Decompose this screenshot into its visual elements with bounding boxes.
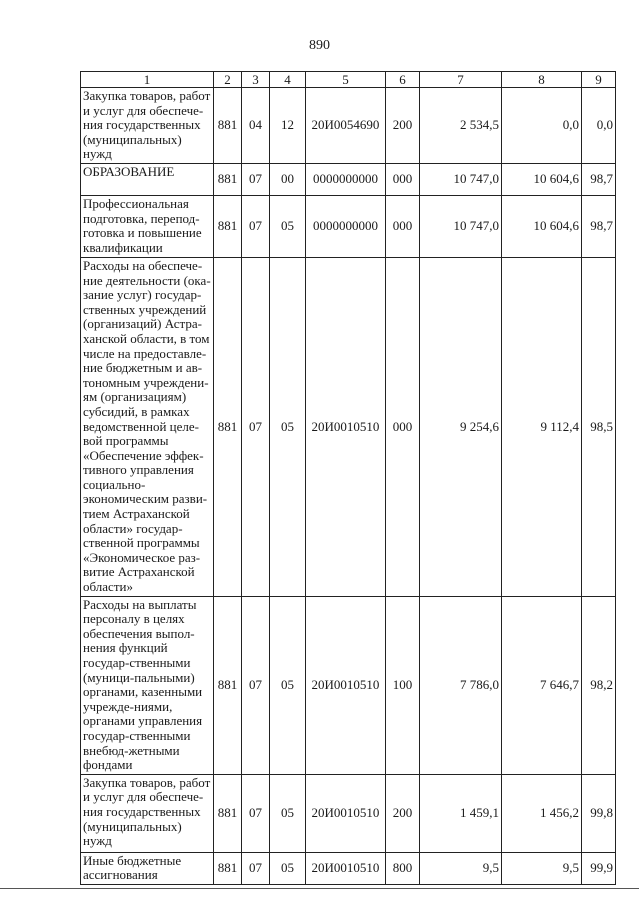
- cell-plan: 9 254,6: [420, 257, 502, 596]
- cell-section: 07: [242, 774, 270, 852]
- cell-ministry-code: 881: [214, 852, 242, 884]
- cell-expense-type: 200: [386, 88, 420, 164]
- cell-subsection: 12: [270, 88, 306, 164]
- cell-actual: 10 604,6: [502, 163, 582, 195]
- cell-expense-type: 100: [386, 596, 420, 774]
- cell-actual: 9 112,4: [502, 257, 582, 596]
- cell-subsection: 05: [270, 596, 306, 774]
- cell-section: 07: [242, 852, 270, 884]
- row-name: Расходы на обеспече-ние деятельности (ока-зание услуг) государ-ственных учреждений (организаций) Астра-ханской области, в том числе на предоставле-ние бюджетным и ав-тономным учреждени-ям (организациям) субсидий, в рамках ведомственной целе-вой программы «Обеспечение эффек-тивного управления социально-экономическим разви-тием Астраханской области» государ-ственной программы «Экономическое раз-витие Астраханской области»: [81, 257, 214, 596]
- cell-section: 07: [242, 257, 270, 596]
- budget-table: [80, 71, 616, 885]
- cell-ministry-code: 881: [214, 163, 242, 195]
- cell-section: 07: [242, 596, 270, 774]
- cell-ministry-code: 881: [214, 774, 242, 852]
- cell-plan: 10 747,0: [420, 163, 502, 195]
- cell-section: 07: [242, 163, 270, 195]
- row-name: Иные бюджетные ассигнования: [81, 852, 214, 884]
- cell-percent: 99,9: [582, 852, 616, 884]
- column-header: 9: [582, 72, 616, 88]
- cell-subsection: 05: [270, 257, 306, 596]
- column-header: 4: [270, 72, 306, 88]
- column-header: 7: [420, 72, 502, 88]
- cell-actual: 0,0: [502, 88, 582, 164]
- column-header: 8: [502, 72, 582, 88]
- cell-plan: 1 459,1: [420, 774, 502, 852]
- cell-percent: 98,2: [582, 596, 616, 774]
- table-row: [81, 852, 616, 884]
- cell-target-article: 20И0010510: [306, 852, 386, 884]
- cell-target-article: 20И0054690: [306, 88, 386, 164]
- cell-ministry-code: 881: [214, 596, 242, 774]
- cell-expense-type: 000: [386, 163, 420, 195]
- cell-actual: 7 646,7: [502, 596, 582, 774]
- cell-percent: 99,8: [582, 774, 616, 852]
- cell-subsection: 05: [270, 852, 306, 884]
- cell-percent: 98,7: [582, 163, 616, 195]
- cell-percent: 0,0: [582, 88, 616, 164]
- cell-target-article: 0000000000: [306, 163, 386, 195]
- cell-target-article: 20И0010510: [306, 257, 386, 596]
- cell-ministry-code: 881: [214, 88, 242, 164]
- cell-percent: 98,7: [582, 195, 616, 257]
- cell-expense-type: 800: [386, 852, 420, 884]
- scan-edge-divider: [0, 888, 639, 889]
- row-name: Расходы на выплаты персоналу в целях обеспечения выпол-нения функций государ-ственными (муници-пальными) органами, казенными учрежде-ниями, органами управления государ-ственными внебюд-жетными фондами: [81, 596, 214, 774]
- cell-section: 07: [242, 195, 270, 257]
- cell-plan: 10 747,0: [420, 195, 502, 257]
- row-name: Закупка товаров, работ и услуг для обеспече-ния государственных (муниципальных) нужд: [81, 774, 214, 852]
- row-name: Закупка товаров, работ и услуг для обеспече-ния государственных (муниципальных) нужд: [81, 88, 214, 164]
- cell-plan: 2 534,5: [420, 88, 502, 164]
- column-header: 6: [386, 72, 420, 88]
- cell-section: 04: [242, 88, 270, 164]
- cell-subsection: 00: [270, 163, 306, 195]
- table-row: [81, 163, 616, 195]
- column-header: 5: [306, 72, 386, 88]
- table-row: [81, 774, 616, 852]
- row-name: Профессиональная подготовка, перепод-готовка и повышение квалификации: [81, 195, 214, 257]
- table-row: [81, 257, 616, 596]
- column-header: 3: [242, 72, 270, 88]
- cell-target-article: 0000000000: [306, 195, 386, 257]
- cell-target-article: 20И0010510: [306, 774, 386, 852]
- cell-expense-type: 200: [386, 774, 420, 852]
- row-name: ОБРАЗОВАНИЕ: [81, 163, 214, 195]
- cell-actual: 1 456,2: [502, 774, 582, 852]
- cell-expense-type: 000: [386, 257, 420, 596]
- cell-subsection: 05: [270, 195, 306, 257]
- cell-percent: 98,5: [582, 257, 616, 596]
- cell-target-article: 20И0010510: [306, 596, 386, 774]
- cell-actual: 10 604,6: [502, 195, 582, 257]
- table-row: [81, 596, 616, 774]
- cell-actual: 9,5: [502, 852, 582, 884]
- table-row: [81, 195, 616, 257]
- cell-expense-type: 000: [386, 195, 420, 257]
- cell-subsection: 05: [270, 774, 306, 852]
- column-header: 2: [214, 72, 242, 88]
- column-header: 1: [81, 72, 214, 88]
- table-row: [81, 88, 616, 164]
- table-header-row: [81, 72, 616, 88]
- page-number: 890: [309, 38, 330, 53]
- cell-plan: 7 786,0: [420, 596, 502, 774]
- cell-plan: 9,5: [420, 852, 502, 884]
- cell-ministry-code: 881: [214, 257, 242, 596]
- cell-ministry-code: 881: [214, 195, 242, 257]
